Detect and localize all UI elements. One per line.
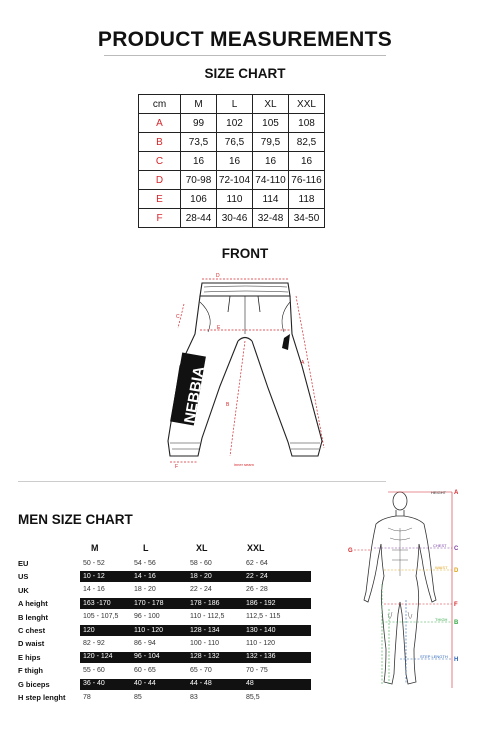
size-chart-row (139, 133, 325, 152)
men-value-cell: 60 - 65 (134, 666, 156, 674)
row-label: D (139, 171, 181, 190)
value-cell: 76,5 (217, 133, 253, 152)
men-value-cell: 105 - 107,5 (83, 613, 119, 621)
header-cell: XXL (289, 95, 325, 114)
marker-c: C (176, 314, 180, 320)
marker-f: F (175, 464, 179, 470)
value-cell: 16 (289, 152, 325, 171)
size-chart-table (138, 94, 325, 228)
men-value-cell: 86 - 94 (134, 639, 156, 647)
men-value-cell: 22 - 24 (190, 586, 212, 594)
men-row-label: G biceps (18, 679, 50, 689)
men-value-cell: 163 -170 (83, 599, 111, 607)
value-cell: 16 (181, 152, 217, 171)
men-value-cell: 128 - 134 (190, 626, 220, 634)
header-cell: cm (139, 95, 181, 114)
pants-brand-text: NEBBIA (181, 365, 208, 425)
section-divider (18, 481, 386, 482)
men-value-cell: 50 - 52 (83, 559, 105, 567)
column-header-m: M (91, 543, 99, 553)
men-value-cell: 14 - 16 (134, 572, 156, 580)
value-cell: 28-44 (181, 209, 217, 228)
figure-marker-b: B (454, 620, 459, 626)
men-row-label: B lenght (18, 612, 48, 622)
men-value-cell: 85 (134, 693, 142, 701)
value-cell: 34-50 (289, 209, 325, 228)
value-cell: 30-46 (217, 209, 253, 228)
value-cell: 16 (217, 152, 253, 171)
step-length-label: STEP LENGTH (420, 654, 448, 659)
size-chart-row (139, 114, 325, 133)
men-value-cell: 65 - 70 (190, 666, 212, 674)
men-row-label: EU (18, 559, 29, 568)
men-row-label: C chest (18, 626, 46, 635)
men-value-cell: 112,5 - 115 (246, 613, 281, 621)
value-cell: 32-48 (253, 209, 289, 228)
men-value-cell: 120 (83, 626, 95, 634)
men-value-cell: 70 - 75 (246, 666, 268, 674)
men-value-cell: 132 - 136 (246, 653, 276, 661)
column-header-xl: XL (196, 543, 208, 553)
pants-front-diagram (160, 266, 330, 471)
column-header-l: L (143, 543, 149, 553)
men-value-cell: 96 - 100 (134, 613, 160, 621)
value-cell: 70-98 (181, 171, 217, 190)
men-value-cell: 14 - 16 (83, 586, 105, 594)
value-cell: 106 (181, 190, 217, 209)
men-value-cell: 82 - 92 (83, 639, 105, 647)
men-value-cell: 54 - 56 (134, 559, 156, 567)
men-value-cell: 36 - 40 (83, 680, 105, 688)
figure-marker-h: H (454, 657, 459, 663)
men-value-cell: 130 - 140 (246, 626, 276, 634)
figure-marker-f: F (454, 602, 458, 608)
waist-label: WAIST (435, 565, 448, 570)
figure-marker-g: G (348, 548, 353, 554)
marker-d: D (216, 273, 220, 279)
men-value-cell: 48 (246, 680, 254, 688)
row-label: B (139, 133, 181, 152)
value-cell: 102 (217, 114, 253, 133)
front-title: FRONT (221, 246, 269, 261)
men-value-cell: 100 - 110 (190, 639, 220, 647)
title-divider (104, 55, 386, 56)
size-chart-row (139, 209, 325, 228)
men-value-cell: 186 - 192 (246, 599, 276, 607)
men-row-label: E hips (18, 652, 41, 662)
marker-a: A (301, 360, 305, 366)
men-value-cell: 58 - 60 (190, 559, 212, 567)
men-value-cell: 10 - 12 (83, 572, 105, 580)
marker-b: B (226, 402, 230, 408)
value-cell: 118 (289, 190, 325, 209)
marker-e: E (217, 325, 221, 331)
men-row-label: US (18, 572, 29, 582)
men-row-label: H step lenght (18, 693, 66, 702)
men-value-cell: 96 - 104 (134, 653, 160, 661)
header-cell: XL (253, 95, 289, 114)
header-cell: L (217, 95, 253, 114)
men-value-cell: 83 (190, 693, 198, 701)
size-chart-row (139, 152, 325, 171)
row-label: A (139, 114, 181, 133)
men-value-cell: 110 - 112,5 (190, 613, 225, 621)
size-chart-title: SIZE CHART (204, 66, 286, 81)
men-value-cell: 128 - 132 (190, 653, 220, 661)
men-value-cell: 178 - 186 (190, 599, 220, 607)
value-cell: 82,5 (289, 133, 325, 152)
men-value-cell: 110 - 120 (246, 639, 276, 647)
value-cell: 74-110 (253, 171, 289, 190)
men-value-cell: 78 (83, 693, 91, 701)
men-value-cell: 170 - 178 (134, 599, 164, 607)
men-row-label: A height (18, 599, 48, 609)
value-cell: 73,5 (181, 133, 217, 152)
inner-seam-label: inner seam (234, 462, 254, 467)
men-value-cell: 40 - 44 (134, 680, 156, 688)
value-cell: 72-104 (217, 171, 253, 190)
page-title: PRODUCT MEASUREMENTS (97, 28, 393, 51)
chest-label: CHEST (433, 543, 447, 548)
men-value-cell: 110 - 120 (134, 626, 164, 634)
men-value-cell: 55 - 60 (83, 666, 105, 674)
value-cell: 110 (217, 190, 253, 209)
row-label: F (139, 209, 181, 228)
figure-marker-d: D (454, 568, 459, 574)
value-cell: 79,5 (253, 133, 289, 152)
row-label: C (139, 152, 181, 171)
column-header-xxl: XXL (247, 543, 265, 553)
figure-marker-c: C (454, 546, 459, 552)
row-label: E (139, 190, 181, 209)
size-chart-row (139, 171, 325, 190)
value-cell: 76-116 (289, 171, 325, 190)
figure-marker-a: A (454, 490, 459, 496)
men-value-cell: 85,5 (246, 693, 260, 701)
men-row-label: F thigh (18, 666, 43, 676)
men-size-chart-title: MEN SIZE CHART (18, 512, 133, 527)
value-cell: 105 (253, 114, 289, 133)
men-row-label: UK (18, 585, 29, 595)
thigh-label: THIGH (435, 617, 448, 622)
body-measurement-figure (344, 484, 490, 694)
men-value-cell: 62 - 64 (246, 559, 268, 567)
value-cell: 99 (181, 114, 217, 133)
men-value-cell: 44 - 48 (190, 680, 212, 688)
value-cell: 16 (253, 152, 289, 171)
value-cell: 114 (253, 190, 289, 209)
men-value-cell: 120 - 124 (83, 653, 113, 661)
value-cell: 108 (289, 114, 325, 133)
height-label: HEIGHT (431, 490, 447, 495)
men-value-cell: 26 - 28 (246, 586, 268, 594)
size-chart-row (139, 190, 325, 209)
header-cell: M (181, 95, 217, 114)
men-value-cell: 18 - 20 (134, 586, 156, 594)
men-value-cell: 22 - 24 (246, 572, 268, 580)
size-chart-header-row (139, 95, 325, 114)
men-value-cell: 18 - 20 (190, 572, 212, 580)
men-row-label: D waist (18, 639, 45, 649)
